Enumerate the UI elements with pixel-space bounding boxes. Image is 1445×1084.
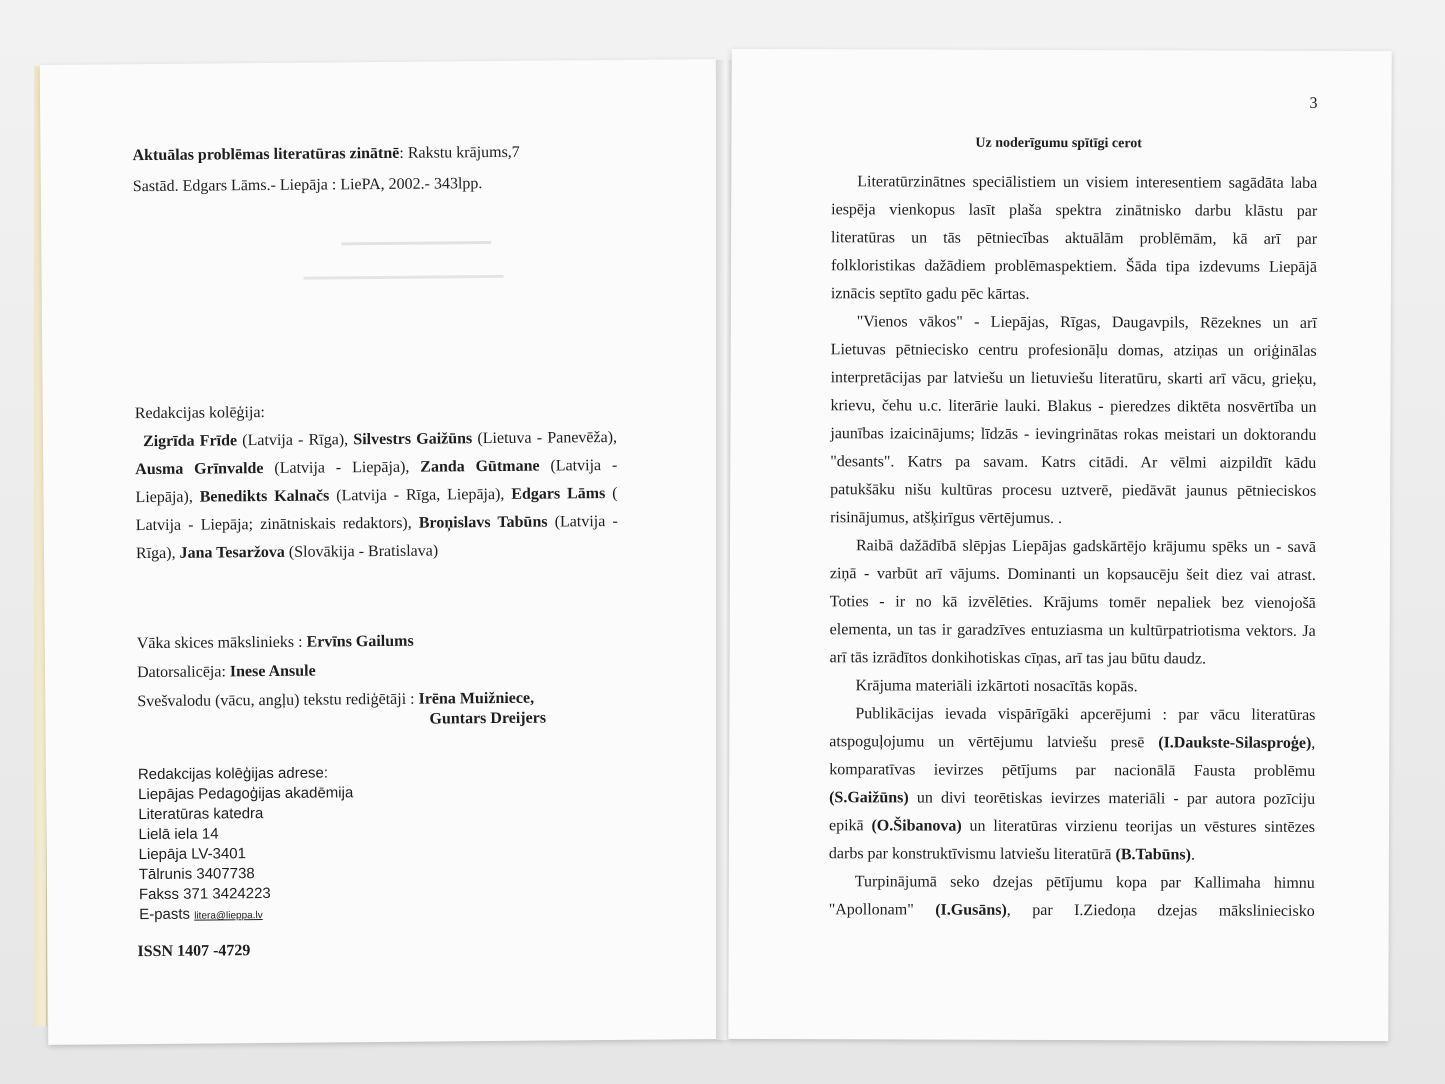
address-line: Tālrunis 3407738 — [138, 865, 255, 884]
address-line: Literatūras katedra — [138, 805, 264, 824]
text-segment: ziņā - varbūt arī vājums. Dominanti un kopsaucēju šeit diez vai atrast. — [829, 565, 1316, 584]
text-segment: Literatūrzinātnes speciālistiem un visiem interesentiem sagādāta laba — [857, 173, 1318, 192]
text-segment: . — [1190, 846, 1196, 864]
typesetter-line — [137, 662, 316, 684]
text-segment: (Latvija - — [547, 512, 618, 531]
text-segment: Liepāja), — [135, 488, 200, 507]
text-segment: patukšāku nišu kultūras procesu uztverē, piedāvāt jaunus pētnieciskos — [830, 481, 1317, 500]
foreign-editor-1: Irēna Muižniece, — [418, 689, 535, 708]
bold-segment: (I.Daukste-Silasproģe) — [1158, 734, 1312, 752]
text-segment: Latvija - Liepāja; zinātniskais redaktors), — [135, 514, 419, 535]
body-line — [829, 817, 1315, 837]
bold-segment: Silvestrs Gaižūns — [353, 430, 473, 449]
text-segment: Toties - ir no kā izvēlēties. Krājums tomēr nepaliek bez vienojošā — [829, 593, 1316, 612]
body-line — [831, 285, 1030, 304]
text-segment: Publikācijas ievada vispārīgāki apcerējumi : par vācu literatūras — [855, 705, 1316, 724]
text-segment: atspoguļojumu un vērtējumu latviešu presē — [829, 733, 1159, 752]
text-segment: Raibā dažādībā slēpjas Liepājas gadskārtējo krājumu spēks un - savā — [855, 537, 1317, 556]
body-line — [855, 873, 1315, 893]
bold-segment: Edgars Lāms — [511, 485, 606, 503]
book-title-rest: : Rakstu krājums,7 — [399, 143, 520, 162]
body-line — [829, 733, 1315, 753]
body-line — [857, 173, 1317, 193]
body-line — [830, 481, 1316, 501]
text-segment: Rīga), — [135, 544, 180, 563]
bold-segment: (I.Gusāns) — [935, 901, 1007, 919]
email-label: E-pasts — [139, 905, 195, 924]
body-line — [830, 453, 1316, 473]
address-line: Fakss 371 3424223 — [138, 884, 271, 904]
foreign-editor-2-line — [429, 709, 546, 730]
address-line: Redakcijas kolēģijas adrese: — [137, 764, 329, 784]
body-line — [829, 901, 1315, 921]
body-line — [829, 761, 1315, 781]
bleed-through-mark — [341, 241, 491, 245]
text-segment: iespēja vienkopus lasīt plaša spektra zinātnisko darbu klāstu par — [831, 201, 1318, 220]
email-address: litera@lieppa.lv — [194, 910, 263, 922]
editorial-board-heading: Redakcijas kolēģija: — [134, 404, 266, 423]
book-title-line — [132, 143, 519, 166]
text-segment: risinājumus, atšķirīgus vērtējumus. . — [830, 509, 1063, 528]
left-page — [40, 59, 725, 1045]
text-segment: un divi teorētiskas ievirzes materiāli - par autora pozīciju — [908, 789, 1316, 808]
text-segment: komparatīvas ievirzes pētījums par nacionālā Fausta problēmu — [829, 761, 1316, 780]
text-segment: Lietuvas pētniecisko centru profesionāļu domas, atziņas un oriģinālas — [830, 341, 1317, 360]
cover-artist-line — [137, 632, 414, 654]
bold-segment: Ausma Grīnvalde — [135, 460, 264, 479]
body-line — [855, 677, 1137, 696]
text-segment: Turpinājumā seko dzejas pētījumu kopa par Kallimaha himnu — [854, 873, 1315, 892]
page-number: 3 — [1309, 94, 1318, 112]
body-line — [831, 201, 1317, 221]
body-line — [857, 313, 1317, 333]
bold-segment: (S.Gaižūns) — [829, 789, 909, 807]
cover-artist-label: Vāka skices mākslinieks : — [136, 633, 307, 653]
text-segment: (Latvija - Liepāja), — [263, 458, 421, 478]
editorial-board-line — [136, 512, 618, 536]
bold-segment: Jana Tesaržova — [179, 543, 285, 562]
text-segment: Krājuma materiāli izkārtoti nosacītās kopās. — [855, 677, 1138, 696]
text-segment: epikā — [828, 817, 872, 835]
text-segment: folkloristikas dažādiem problēmaspektiem. Šāda tipa izdevums Liepājā — [830, 257, 1318, 276]
body-line — [830, 649, 1206, 668]
body-line — [831, 229, 1317, 249]
body-line — [855, 705, 1315, 725]
text-segment: jaunības izaicinājums; līdzās - ievingrinātas rokas meistari un doktorandu — [830, 425, 1317, 444]
text-segment: (Latvija - Rīga), — [237, 431, 354, 450]
body-line — [831, 369, 1317, 389]
bold-segment: Zigrīda Frīde — [142, 432, 238, 451]
body-line — [831, 257, 1317, 277]
text-segment: iznācis septīto gadu pēc kārtas. — [830, 285, 1030, 303]
text-segment: (Latvija - Rīga, Liepāja), — [329, 485, 512, 505]
bold-segment: Broņislavs Tabūns — [418, 513, 548, 532]
chapter-heading: Uz noderīgumu spītīgi cerot — [975, 135, 1143, 152]
bold-segment: Zanda Gūtmane — [420, 457, 540, 476]
text-segment: literatūras un tās pētniecības aktuālām problēmām, kā arī par — [831, 229, 1318, 248]
text-segment: "Vienos vākos" - Liepājas, Rīgas, Daugavpils, Rēzeknes un arī — [856, 313, 1317, 332]
issn: ISSN 1407 -4729 — [137, 942, 251, 961]
text-segment: "desants". Katrs pa savam. Katrs citādi. Ar vēlmi aizpildīt kādu — [830, 453, 1317, 472]
bleed-through-mark — [304, 275, 504, 280]
typesetter-name: Inese Ansule — [229, 662, 316, 681]
address-line: Liepāja LV-3401 — [138, 845, 247, 864]
body-line — [830, 509, 1062, 528]
address-line: Lielā iela 14 — [138, 825, 219, 844]
text-segment: , — [1311, 734, 1316, 752]
typesetter-label: Datorsalicēja: — [136, 663, 230, 682]
compiled-line: Sastād. Edgars Lāms.- Liepāja : LiePA, 2002.- 343lpp. — [132, 175, 483, 196]
editorial-board-line — [143, 428, 617, 452]
text-segment: darbs par konstruktīvismu latviešu literatūrā — [828, 845, 1116, 864]
bold-segment: (B.Tabūns) — [1115, 846, 1192, 864]
text-segment: ( — [605, 484, 618, 503]
text-segment: krievu, čehu u.c. literārie lauki. Blakus - pieredzes diktēta nosvērtība un — [830, 397, 1317, 416]
body-line — [830, 621, 1316, 641]
foreign-editors-label: Svešvalodu (vācu, angļu) tekstu rediģētāji : — [137, 690, 419, 711]
body-line — [829, 789, 1315, 809]
text-segment: "Apollonam" — [828, 901, 936, 919]
text-segment: (Slovākija - Bratislava) — [284, 542, 439, 561]
body-line — [856, 537, 1316, 557]
body-line — [830, 593, 1316, 613]
address-line: Liepājas Pedagoģijas akadēmija — [138, 784, 354, 804]
right-page — [728, 49, 1391, 1041]
body-line — [830, 397, 1316, 417]
text-segment: interpretācijas par latviešu un lietuviešu literatūru, skarti arī vācu, grieķu, — [830, 369, 1317, 388]
email-line — [139, 905, 263, 923]
foreign-editor-2: Guntars Dreijers — [429, 709, 547, 728]
text-segment: arī tās izrādītos donkihotiskas cīņas, arī tas jau būtu daudz. — [829, 649, 1206, 668]
cover-artist-name: Ervīns Gailums — [306, 632, 414, 651]
bold-segment: (O.Šibanova) — [871, 817, 962, 835]
editorial-board-line — [136, 542, 438, 565]
text-segment: (Lietuva - Panevēža), — [472, 428, 618, 448]
bold-segment: Benedikts Kalnačs — [199, 487, 330, 506]
text-segment: (Latvija - — [539, 456, 618, 475]
text-segment: elementa, un tas ir garadzīves entuziasma un kultūrpatriotisma vektors. Ja — [829, 621, 1316, 640]
editorial-board-line — [135, 456, 617, 480]
book-title: Aktuālas problēmas literatūras zinātnē — [132, 144, 400, 165]
body-line — [830, 425, 1316, 445]
body-line — [831, 341, 1317, 361]
body-line — [830, 565, 1316, 585]
text-segment: , par I.Ziedoņa dzejas mākslinieciskо — [1006, 901, 1315, 920]
text-segment: un literatūras virzienu teorijas un vēstures sintēzes — [961, 817, 1316, 836]
editorial-board-line — [135, 484, 617, 508]
body-line — [829, 845, 1195, 864]
